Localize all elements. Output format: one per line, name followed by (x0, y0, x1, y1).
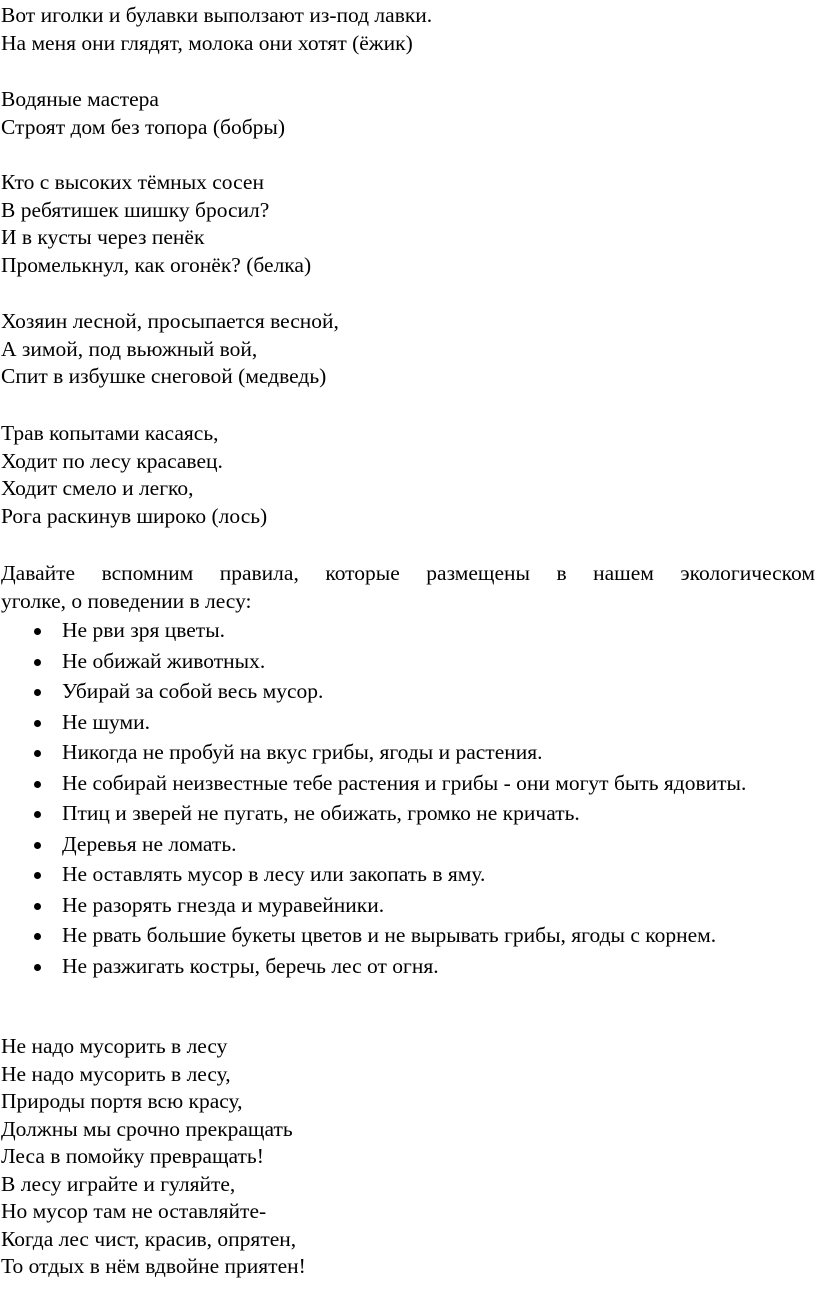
riddle-line: Кто с высоких тёмных сосен (1, 170, 264, 194)
bullet-icon (34, 720, 41, 727)
riddle-squirrel (1, 169, 311, 279)
riddle-hedgehog (1, 2, 432, 57)
poem-line: Леса в помойку превращать! (1, 1144, 264, 1168)
bullet-icon (34, 750, 41, 757)
poem-line: Не надо мусорить в лесу, (1, 1061, 231, 1086)
riddle-line: Промелькнул, как огонёк? (белка) (1, 252, 312, 277)
list-item: Не разжигать костры, беречь лес от огня. (1, 953, 815, 981)
list-item: Никогда не пробуй на вкус грибы, ягоды и растения. (1, 739, 815, 767)
bullet-icon (34, 842, 41, 849)
riddle-line: Строят дом без топора (бобры) (1, 114, 285, 139)
poem-line: Должны мы срочно прекращать (1, 1116, 293, 1141)
list-item: Не разорять гнезда и муравейники. (1, 892, 815, 920)
riddle-line: Рога раскинув широко (лось) (1, 503, 268, 528)
list-item: Деревья не ломать. (1, 831, 815, 859)
bullet-icon (34, 659, 41, 666)
riddle-line: И в кусты через пенёк (1, 225, 205, 249)
list-item: Не шуми. (1, 709, 815, 737)
riddle-line: А зимой, под вьюжный вой, (1, 336, 258, 361)
riddle-beavers (1, 86, 285, 141)
poem-line: Но мусор там не оставляйте- (1, 1199, 267, 1223)
rules-intro-line-2: уголке, о поведении в лесу: (1, 588, 252, 613)
riddle-line: Ходит смело и легко, (1, 476, 194, 500)
poem (1, 1033, 306, 1281)
list-item: Не обижай животных. (1, 648, 815, 676)
riddle-elk (1, 420, 267, 530)
rules-intro (1, 560, 815, 615)
bullet-icon (34, 964, 41, 971)
riddle-line: Вот иголки и булавки выползают из-под лавки. (1, 3, 433, 27)
list-item: Не оставлять мусор в лесу или закопать в яму. (1, 861, 815, 889)
riddle-line: Спит в избушке снеговой (медведь) (1, 364, 327, 388)
list-item: Не рвать большие букеты цветов и не вырывать грибы, ягоды с корнем. (1, 922, 815, 950)
riddle-line: Водяные мастера (1, 87, 159, 111)
rules-intro-line-1: Давайте вспомним правила, которые размещены в нашем экологическом (1, 561, 815, 585)
riddle-line: На меня они глядят, молока они хотят (ёжик) (1, 30, 413, 55)
poem-line: Когда лес чист, красив, опрятен, (1, 1226, 297, 1251)
poem-title: Не надо мусорить в лесу (1, 1034, 228, 1058)
riddle-line: Хозяин лесной, просыпается весной, (1, 309, 339, 333)
bullet-icon (34, 781, 41, 788)
poem-line: В лесу играйте и гуляйте, (1, 1171, 236, 1196)
list-item: Убирай за собой весь мусор. (1, 678, 815, 706)
riddle-line: Ходит по лесу красавец. (1, 448, 223, 473)
riddle-bear (1, 308, 339, 391)
poem-line: То отдых в нём вдвойне приятен! (1, 1254, 306, 1278)
list-item: Не рви зря цветы. (1, 617, 815, 645)
bullet-icon (34, 872, 41, 879)
bullet-icon (34, 903, 41, 910)
list-item: Не собирай неизвестные тебе растения и грибы - они могут быть ядовиты. (1, 770, 815, 798)
bullet-icon (34, 628, 41, 635)
bullet-icon (34, 933, 41, 940)
bullet-icon (34, 811, 41, 818)
list-item: Птиц и зверей не пугать, не обижать, громко не кричать. (1, 800, 815, 828)
bullet-icon (34, 689, 41, 696)
rules-list (1, 617, 815, 983)
riddle-line: Трав копытами касаясь, (1, 421, 219, 445)
poem-line: Природы портя всю красу, (1, 1089, 243, 1113)
riddle-line: В ребятишек шишку бросил? (1, 197, 270, 222)
